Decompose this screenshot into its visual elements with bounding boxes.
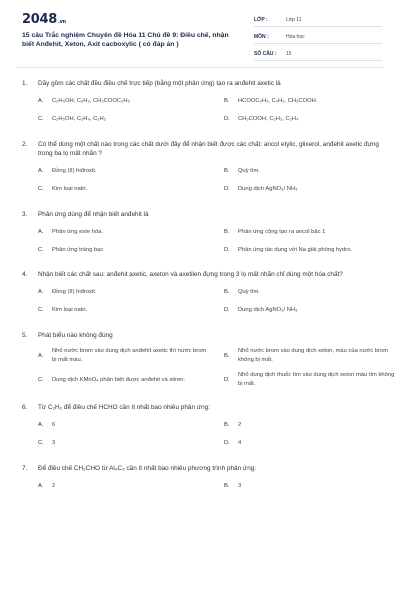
answer-option-d[interactable] (224, 305, 398, 317)
question-6 (22, 403, 382, 450)
question-number: 5. (22, 331, 28, 339)
option-letter: B. (224, 422, 230, 428)
option-text: Phản ứng este hóa. (52, 228, 103, 235)
answer-options (22, 226, 382, 256)
option-letter: B. (224, 228, 230, 235)
option-letter: B. (224, 352, 230, 359)
question-number: 3. (22, 210, 28, 218)
meta-value: Hóa học (286, 33, 305, 40)
answer-option-b[interactable] (224, 480, 398, 492)
option-text: 2 (238, 422, 242, 428)
question-text: Phản ứng dùng để nhận biết anđehit là (38, 210, 149, 218)
question-number: 2. (22, 140, 28, 148)
option-text: 2 (52, 482, 56, 489)
question-text: Dãy gồm các chất đều điều chế trực tiếp (bằng một phản ứng) tạo ra anđehit axetic là (38, 80, 281, 87)
question-4 (22, 270, 382, 317)
answer-option-d[interactable] (224, 114, 398, 126)
option-letter: C. (38, 246, 44, 253)
option-text: Phản ứng cộng tạo ra ancol bậc 1 (238, 228, 326, 235)
document-meta (254, 13, 382, 64)
option-letter: C. (38, 307, 44, 313)
option-letter: C. (38, 440, 44, 446)
answer-option-c[interactable] (38, 244, 212, 256)
option-text: Kim loại natri. (52, 186, 88, 192)
answer-option-b[interactable] (224, 347, 398, 365)
answer-option-b[interactable] (224, 287, 398, 299)
answer-option-d[interactable] (224, 438, 398, 450)
option-text: Đồng (II) hiđroxit. (52, 289, 97, 295)
question-list (22, 79, 395, 506)
document-title: 15 câu Trắc nghiệm Chuyên đề Hóa 11 Chủ đề 9: Điều chế, nhận biết Anđehit, Xeton, Axit cacboxylic ( có đáp án ) (22, 32, 229, 48)
option-letter: B. (224, 168, 230, 174)
question-number: 4. (22, 271, 28, 278)
answer-option-c[interactable] (38, 371, 212, 389)
option-letter: A. (38, 352, 44, 359)
option-text: 4 (238, 440, 242, 446)
option-letter: A. (38, 228, 44, 235)
answer-options (22, 287, 382, 317)
question-7 (22, 464, 382, 493)
option-text: Dung dịch KMnO₄ phân biệt được anđehit và stiren. (52, 376, 186, 383)
option-letter: A. (38, 422, 44, 428)
option-text: Nhỏ dung dịch thuốc tím vào dung dịch xeton màu tím không bị mất. (238, 372, 395, 387)
answer-option-c[interactable] (38, 438, 212, 450)
answer-options (22, 166, 382, 196)
option-letter: D. (224, 246, 230, 253)
option-text: Dung dịch AgNO₃/ NH₃ (238, 186, 298, 192)
option-text: 6 (52, 422, 56, 428)
option-letter: C. (38, 376, 44, 383)
question-text: Từ C₂H₂ để điều chế HCHO cần ít nhất bao nhiêu phản ứng: (38, 404, 210, 411)
meta-label: MÔN : (254, 33, 269, 40)
answer-option-a[interactable] (38, 287, 212, 299)
question-1 (22, 79, 382, 126)
question-number: 7. (22, 464, 28, 472)
answer-option-d[interactable] (224, 244, 398, 256)
option-letter: A. (38, 289, 44, 295)
answer-options (22, 420, 382, 450)
meta-label: LỚP : (254, 16, 268, 23)
option-letter: A. (38, 482, 44, 489)
meta-label: SỐ CÂU : (254, 50, 277, 57)
option-letter: D. (224, 307, 230, 313)
meta-value: 15 (286, 50, 292, 57)
option-text: Quỳ tím. (238, 289, 260, 295)
answer-option-a[interactable] (38, 347, 212, 365)
option-text: Dung dịch AgNO₃/ NH₃ (238, 307, 298, 313)
option-letter: D. (224, 186, 230, 192)
option-text: Nhỏ nước brom vào dung dịch anđehit axetic thì nước brom bị mất màu. (52, 348, 207, 363)
question-2 (22, 140, 382, 196)
page-header (0, 0, 400, 62)
site-logo[interactable] (22, 12, 66, 27)
option-letter: D. (224, 116, 230, 122)
logo-suffix: .vn (57, 19, 66, 25)
answer-option-a[interactable] (38, 166, 212, 178)
answer-option-a[interactable] (38, 226, 212, 238)
option-letter: B. (224, 98, 230, 104)
option-text: 3 (238, 482, 242, 489)
answer-options (22, 347, 395, 389)
question-text: Để điều chế CH₃CHO từ Al₄C₃ cần ít nhất bao nhiêu phương trình phản ứng: (38, 464, 257, 472)
answer-option-a[interactable] (38, 480, 212, 492)
answer-option-b[interactable] (224, 420, 398, 432)
question-number: 6. (22, 404, 28, 411)
answer-option-c[interactable] (38, 114, 212, 126)
option-text: C₂H₅OH, C₂H₄, C₂H₂ (52, 116, 106, 122)
option-letter: D. (224, 376, 230, 383)
option-text: Quỳ tím. (238, 168, 260, 174)
question-text: Nhận biết các chất sau: anđehit axetic, axeton và axetilen đựng trong 3 lọ mất nhãn chỉ dùng một hóa chất? (38, 271, 343, 278)
meta-value: Lớp 11 (286, 16, 302, 23)
meta-row-subject (254, 30, 382, 44)
question-number: 1. (22, 80, 28, 87)
answer-option-d[interactable] (224, 371, 398, 389)
answer-option-b[interactable] (224, 226, 398, 238)
option-text: 3 (52, 440, 56, 446)
option-text: Nhỏ nước brom vào dung dịch xeton, màu của nước brom không bị mất. (238, 348, 389, 363)
answer-option-c[interactable] (38, 305, 212, 317)
meta-row-class (254, 13, 382, 27)
question-text: Phát biểu nào không đúng (38, 331, 113, 339)
option-letter: A. (38, 168, 44, 174)
answer-option-a[interactable] (38, 96, 212, 108)
option-text: C₂H₅OH, C₂H₂, CH₃COOC₂H₅ (52, 98, 130, 104)
option-text: HCOOC₂H₃, C₂H₂, CH₃COOH. (238, 98, 318, 104)
option-text: CH₃COOH, C₂H₂, C₂H₄ (238, 116, 299, 122)
option-letter: D. (224, 440, 230, 446)
answer-option-b[interactable] (224, 166, 398, 178)
answer-option-b[interactable] (224, 96, 398, 108)
option-letter: C. (38, 186, 44, 192)
option-text: Đồng (II) hiđroxit. (52, 168, 97, 174)
answer-option-c[interactable] (38, 184, 212, 196)
option-letter: B. (224, 289, 230, 295)
option-letter: C. (38, 116, 44, 122)
question-5 (22, 331, 395, 390)
answer-options (22, 480, 382, 492)
option-letter: B. (224, 482, 230, 489)
option-text: Kim loại natri. (52, 307, 88, 313)
option-text: Phản ứng tác dụng với Na giải phóng hydro. (238, 246, 353, 253)
header-divider (16, 67, 384, 68)
answer-option-a[interactable] (38, 420, 212, 432)
answer-option-d[interactable] (224, 184, 398, 196)
question-3 (22, 210, 382, 257)
question-text: Có thể dùng một chất nào trong các chất dưới đây để nhận biết được các chất: ancol etylic, glixerol, anđehit axetic đựng trong ba lọ mất nhãn ? (38, 140, 379, 157)
answer-options (22, 96, 382, 126)
logo-text: 2048 (22, 12, 57, 27)
option-text: Phản ứng tráng bạc (52, 246, 104, 253)
meta-row-count (254, 47, 382, 61)
option-letter: A. (38, 98, 44, 104)
